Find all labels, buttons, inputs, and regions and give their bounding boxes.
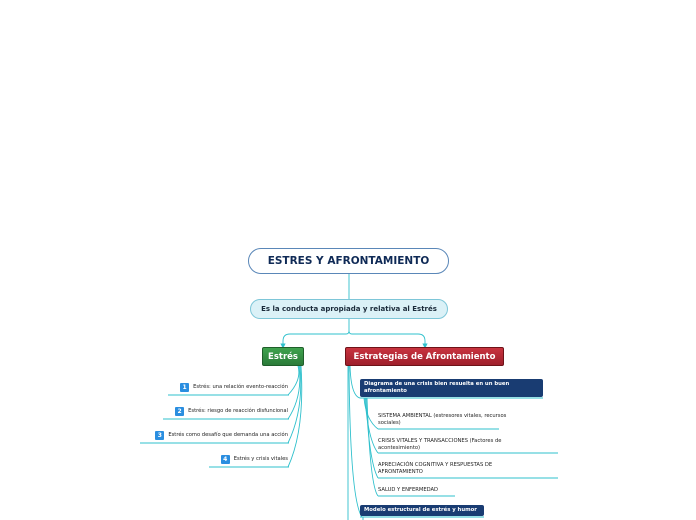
number-3-icon: 3 (155, 431, 164, 440)
model-topic[interactable]: Modelo estructural de estrés y humor (360, 505, 484, 516)
estres-item-4[interactable] (212, 454, 288, 464)
diagram-item-sistema-ambiental[interactable]: SISTEMA AMBIENTAL (estresores vitales, recursos sociales) (378, 413, 507, 426)
estres-item-1-label: Estrés: una relación evento-reacción (193, 384, 288, 390)
diagram-item-salud-enfermedad[interactable]: SALUD Y ENFERMEDAD (378, 487, 439, 493)
number-1-icon: 1 (180, 383, 189, 392)
diagram-item-crisis-vitales[interactable]: CRISIS VITALES Y TRANSACCIONES (Factores de acontesimiento) (378, 438, 502, 451)
number-4-icon: 4 (221, 455, 230, 464)
estres-item-4-label: Estrés y crisis vitales (233, 456, 288, 462)
diagram-topic[interactable]: Diagrama de una crisis bien resuelta en un buen afrontamiento (360, 379, 543, 397)
central-topic[interactable]: ESTRES Y AFRONTAMIENTO (248, 248, 449, 274)
line-definition-estres (283, 319, 349, 346)
estrategias-topic[interactable]: Estrategias de Afrontamiento (345, 347, 504, 366)
line-estres-1 (288, 366, 299, 395)
estres-item-1[interactable] (168, 382, 288, 392)
line-diag-salud (367, 398, 378, 496)
number-2-icon: 2 (175, 407, 184, 416)
diagram-item-apreciacion-cognitiva[interactable]: APRECIACIÓN COGNITIVA Y RESPUESTAS DE AFRONTAMIENTO (378, 462, 493, 475)
line-estrategias-diagram (350, 366, 360, 398)
estres-topic[interactable]: Estrés (262, 347, 304, 366)
estres-item-2-label: Estrés: riesgo de reacción disfuncional (188, 408, 288, 414)
estres-item-2[interactable] (163, 406, 288, 416)
estres-item-3[interactable] (143, 430, 288, 440)
estres-item-3-label: Estrés como desafío que demanda una acción (168, 432, 288, 438)
line-definition-estrategias (349, 331, 425, 346)
definition-topic[interactable]: Es la conducta apropiada y relativa al Estrés (250, 299, 448, 319)
